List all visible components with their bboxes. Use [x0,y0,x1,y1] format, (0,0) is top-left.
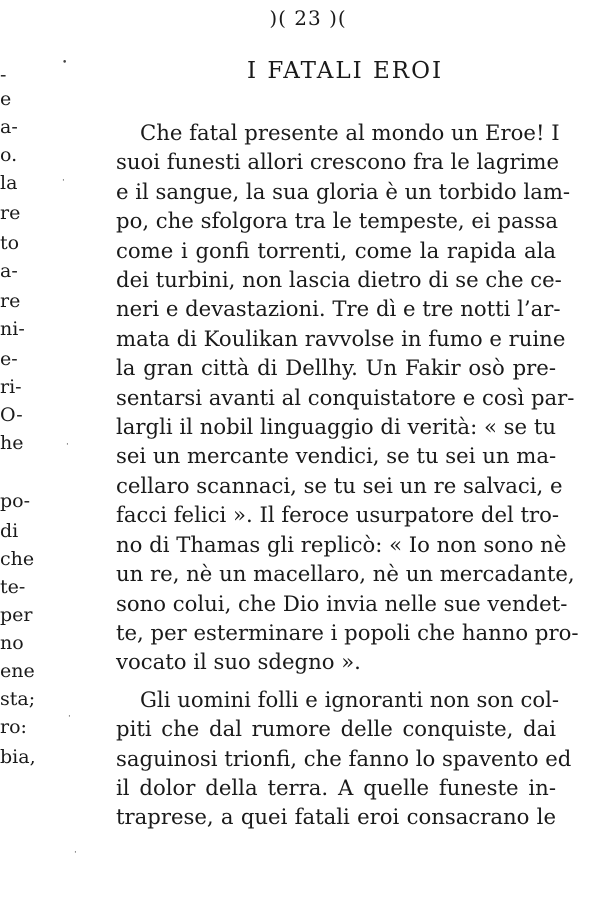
fragment: - [0,64,7,86]
text-line: sei un mercante vendici, se tu sei un ma- [116,443,557,469]
fragment: bia, [0,746,36,768]
fragment: te- [0,576,26,598]
fragment: ene [0,660,35,682]
fragment: e [0,88,12,110]
fragment: O- [0,404,23,426]
fragment: che [0,548,35,570]
text-line: neri e devastazioni. Tre dì e tre notti l’ar- [116,296,561,322]
text-line: sono colui, che Dio invia nelle sue vendet- [116,590,568,616]
text-line: Gli uomini folli e ignoranti non son col- [140,686,560,712]
fragment: la [0,172,18,194]
fragment: re [0,202,21,224]
paragraph-2 [116,685,572,832]
fragment: per [0,604,33,626]
text-line: dei turbini, non lascia dietro di se che ce- [116,267,562,293]
fragment: a- [0,260,18,282]
fragment: di [0,520,19,542]
text-line: piti che dal rumore delle conquiste, dai [116,716,556,742]
paragraph-1 [116,118,579,677]
fragment: sta; [0,688,36,710]
page-number: )( 23 )( [269,6,347,30]
fragment: ni- [0,318,25,340]
text-line: il dolor della terra. A quelle funeste in- [116,774,556,800]
fragment: he [0,432,24,454]
ink-speck: · [62,176,65,186]
fragment: po- [0,490,31,512]
fragment: ro: [0,716,27,738]
text-line: te, per esterminare i popoli che hanno pro- [116,619,579,645]
fragment: ri- [0,376,22,398]
fragment: re [0,290,21,312]
text-line: suoi funesti allori crescono fra le lagrime [116,149,559,175]
text-line: saguinosi trionfi, che fanno lo spavento ed [116,745,572,771]
paragraph-gap [116,677,556,685]
text-line: mata di Koulikan ravvolse in fumo e ruine [116,325,566,351]
ink-speck: · [66,440,69,450]
body-text [116,118,579,832]
text-line: cellaro scannaci, se tu sei un re salvaci, e [116,472,563,498]
fragment: e- [0,348,18,370]
text-line: come i gonfi torrenti, come la rapida ala [116,237,556,263]
fragment: o. [0,144,18,166]
text-line: vocato il suo sdegno ». [116,649,361,675]
text-line: un re, nè un macellaro, nè un mercadante, [116,561,575,587]
text-line: no di Thamas gli replicò: « Io non sono nè [116,531,567,557]
chapter-title: I FATALI EROI [246,58,444,84]
text-line: largli il nobil linguaggio di verità: « se tu [116,414,556,440]
ink-speck: · [68,712,71,722]
ink-speck: · [74,848,77,858]
fragment: no [0,632,24,654]
text-line: traprese, a quei fatali eroi consacrano le [116,804,556,830]
text-line: sentarsi avanti al conquistatore e così par- [116,384,575,410]
text-line: facci felici ». Il feroce usurpatore del tro- [116,502,560,528]
text-line: e il sangue, la sua gloria è un torbido lam- [116,178,571,204]
text-line: la gran città di Dellhy. Un Fakir osò pre- [116,355,556,381]
fragment: to [0,232,20,254]
ink-speck: • [62,58,68,68]
text-line: Che fatal presente al mondo un Eroe! I [140,120,560,145]
text-line: po, che sfolgora tra le tempeste, ei passa [116,208,558,234]
fragment: a- [0,116,18,138]
